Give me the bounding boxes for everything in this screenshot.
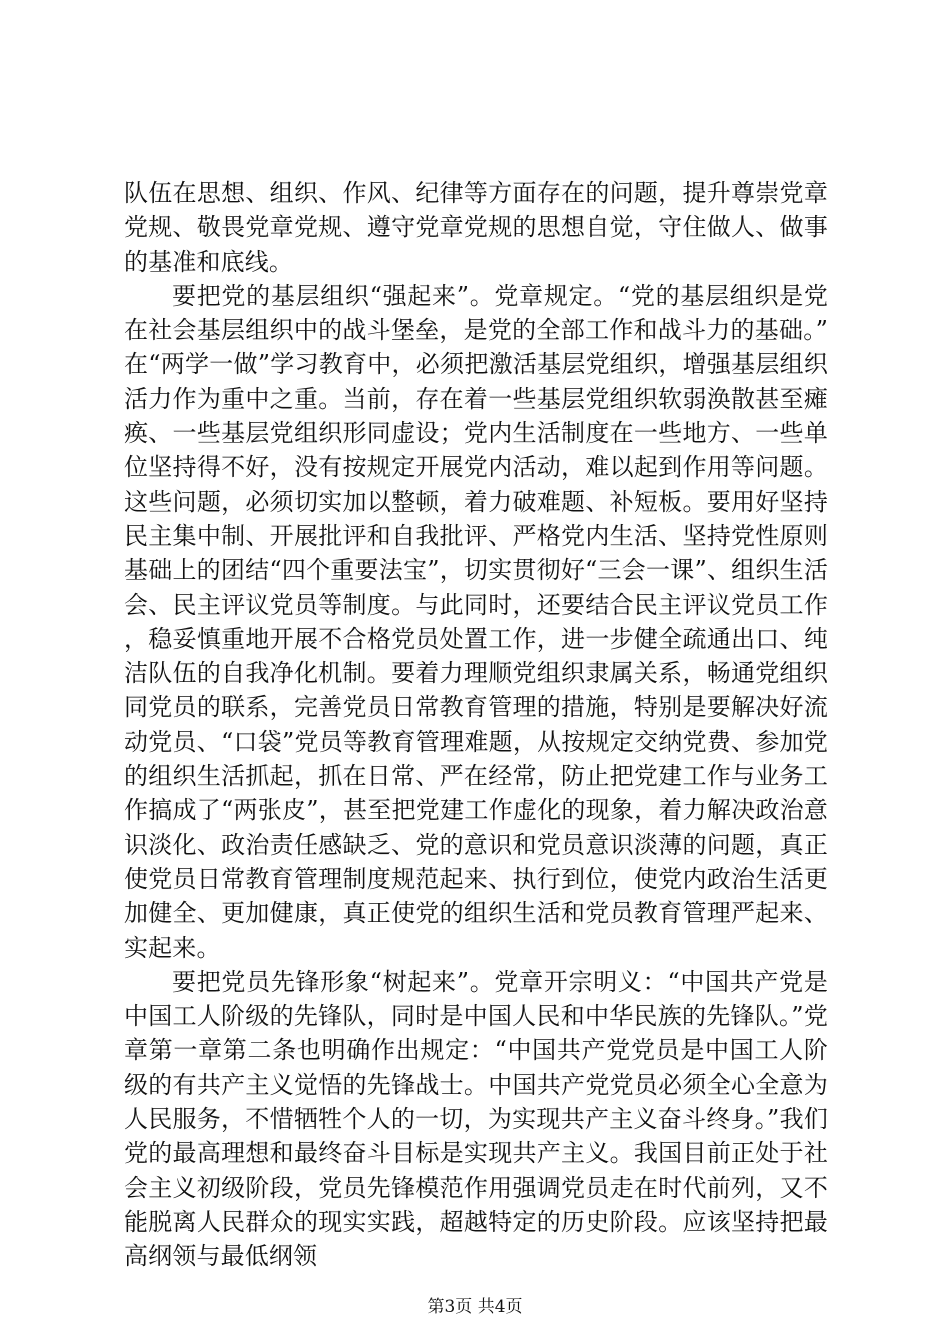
paragraph-grassroots-organization: 要把党的基层组织“强起来”。党章规定。“党的基层组织是党在社会基层组织中的战斗堡垒，是党的全部工作和战斗力的基础。”在“两学一做”学习教育中，必须把激活基层党组织，增强基层组织活力作为重中之重。当前，存在着一些基层党组织软弱涣散甚至瘫痪、一些基层党组织形同虚设；党内生活制度在一些地方、一些单位坚持得不好，没有按规定开展党内活动，难以起到作用等问题。这些问题，必须切实加以整顿，着力破难题、补短板。要用好坚持民主集中制、开展批评和自我批评、严格党内生活、坚持党性原则基础上的团结“四个重要法宝”，切实贯彻好“三会一课”、组织生活会、民主评议党员等制度。与此同时，还要结合民主评议党员工作，稳妥慎重地开展不合格党员处置工作，进一步健全疏通出口、纯洁队伍的自我净化机制。要着力理顺党组织隶属关系，畅通党组织同党员的联系，完善党员日常教育管理的措施，特别是要解决好流动党员、“口袋”党员等教育管理难题，从按规定交纳党费、参加党的组织生活抓起，抓在日常、严在经常，防止把党建工作与业务工作搞成了“两张皮”，甚至把党建工作虚化的现象，着力解决政治意识淡化、政治责任感缺乏、党的意识和党员意识淡薄的问题，真正使党员日常教育管理制度规范起来、执行到位，使党内政治生活更加健全、更加健康，真正使党的组织生活和党员教育管理严起来、实起来。: [124, 281, 828, 962]
paragraph-vanguard-image: 要把党员先锋形象“树起来”。党章开宗明义：“中国共产党是中国工人阶级的先锋队，同时是中国人民和中华民族的先锋队。”党章第一章第二条也明确作出规定：“中国共产党党员是中国工人阶级的有共产主义觉悟的先锋战士。中国共产党党员必须全心全意为人民服务，不惜牺牲个人的一切，为实现共产主义奋斗终身。”我们党的最高理想和最终奋斗目标是实现共产主义。我国目前正处于社会主义初级阶段，党员先锋模范作用强调党员走在时代前列，又不能脱离人民群众的现实实践，超越特定的历史阶段。应该坚持把最高纲领与最低纲领: [124, 967, 828, 1271]
paragraph-continuation: 队伍在思想、组织、作风、纪律等方面存在的问题，提升尊崇党章党规、敬畏党章党规、遵守党章党规的思想自觉，守住做人、做事的基准和底线。: [124, 179, 828, 276]
page-number-footer: 第3页 共4页: [427, 1297, 523, 1317]
document-body: [124, 176, 828, 1274]
